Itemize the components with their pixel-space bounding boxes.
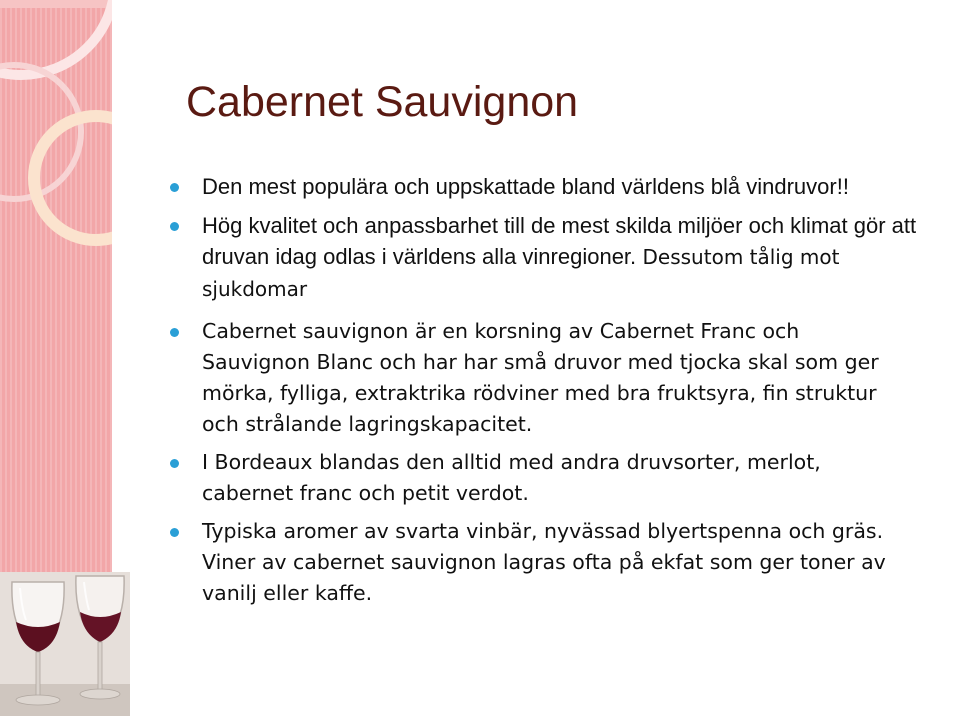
bullet-item	[170, 447, 892, 509]
bullet-item	[170, 316, 902, 440]
bullet-text: Hög kvalitet och anpassbarhet till de mest skilda miljöer och klimat gör att druvan idag odlas i världens alla vinregioner.	[202, 213, 917, 269]
bullet-text: Cabernet sauvignon är en korsning av Cabernet Franc och Sauvignon Blanc och har har små druvor med tjocka skal som ger mörka, fylliga, extraktrika rödviner med bra fruktsyra, fin struktur och strålande lagringskapacitet.	[202, 319, 879, 436]
bullet-item	[170, 516, 922, 609]
slide-title: Cabernet Sauvignon	[186, 78, 579, 126]
bullet-text: I Bordeaux blandas den alltid med andra druvsorter, merlot, cabernet franc och petit verdot.	[202, 450, 821, 505]
bullet-text-continuation: Dessutom tålig mot sjukdomar	[202, 245, 840, 301]
bullet-item	[170, 210, 922, 305]
bullet-text: Typiska aromer av svarta vinbär, nyvässad blyertspenna och gräs. Viner av cabernet sauvignon lagras ofta på ekfat som ger toner av vanilj eller kaffe.	[202, 519, 886, 605]
wine-glasses-image	[0, 572, 130, 716]
wine-glasses-photo	[0, 572, 130, 716]
bullet-item	[170, 171, 930, 202]
bullet-text: Den mest populära och uppskattade bland världens blå vindruvor!!	[202, 174, 849, 199]
bullet-list	[170, 171, 930, 609]
